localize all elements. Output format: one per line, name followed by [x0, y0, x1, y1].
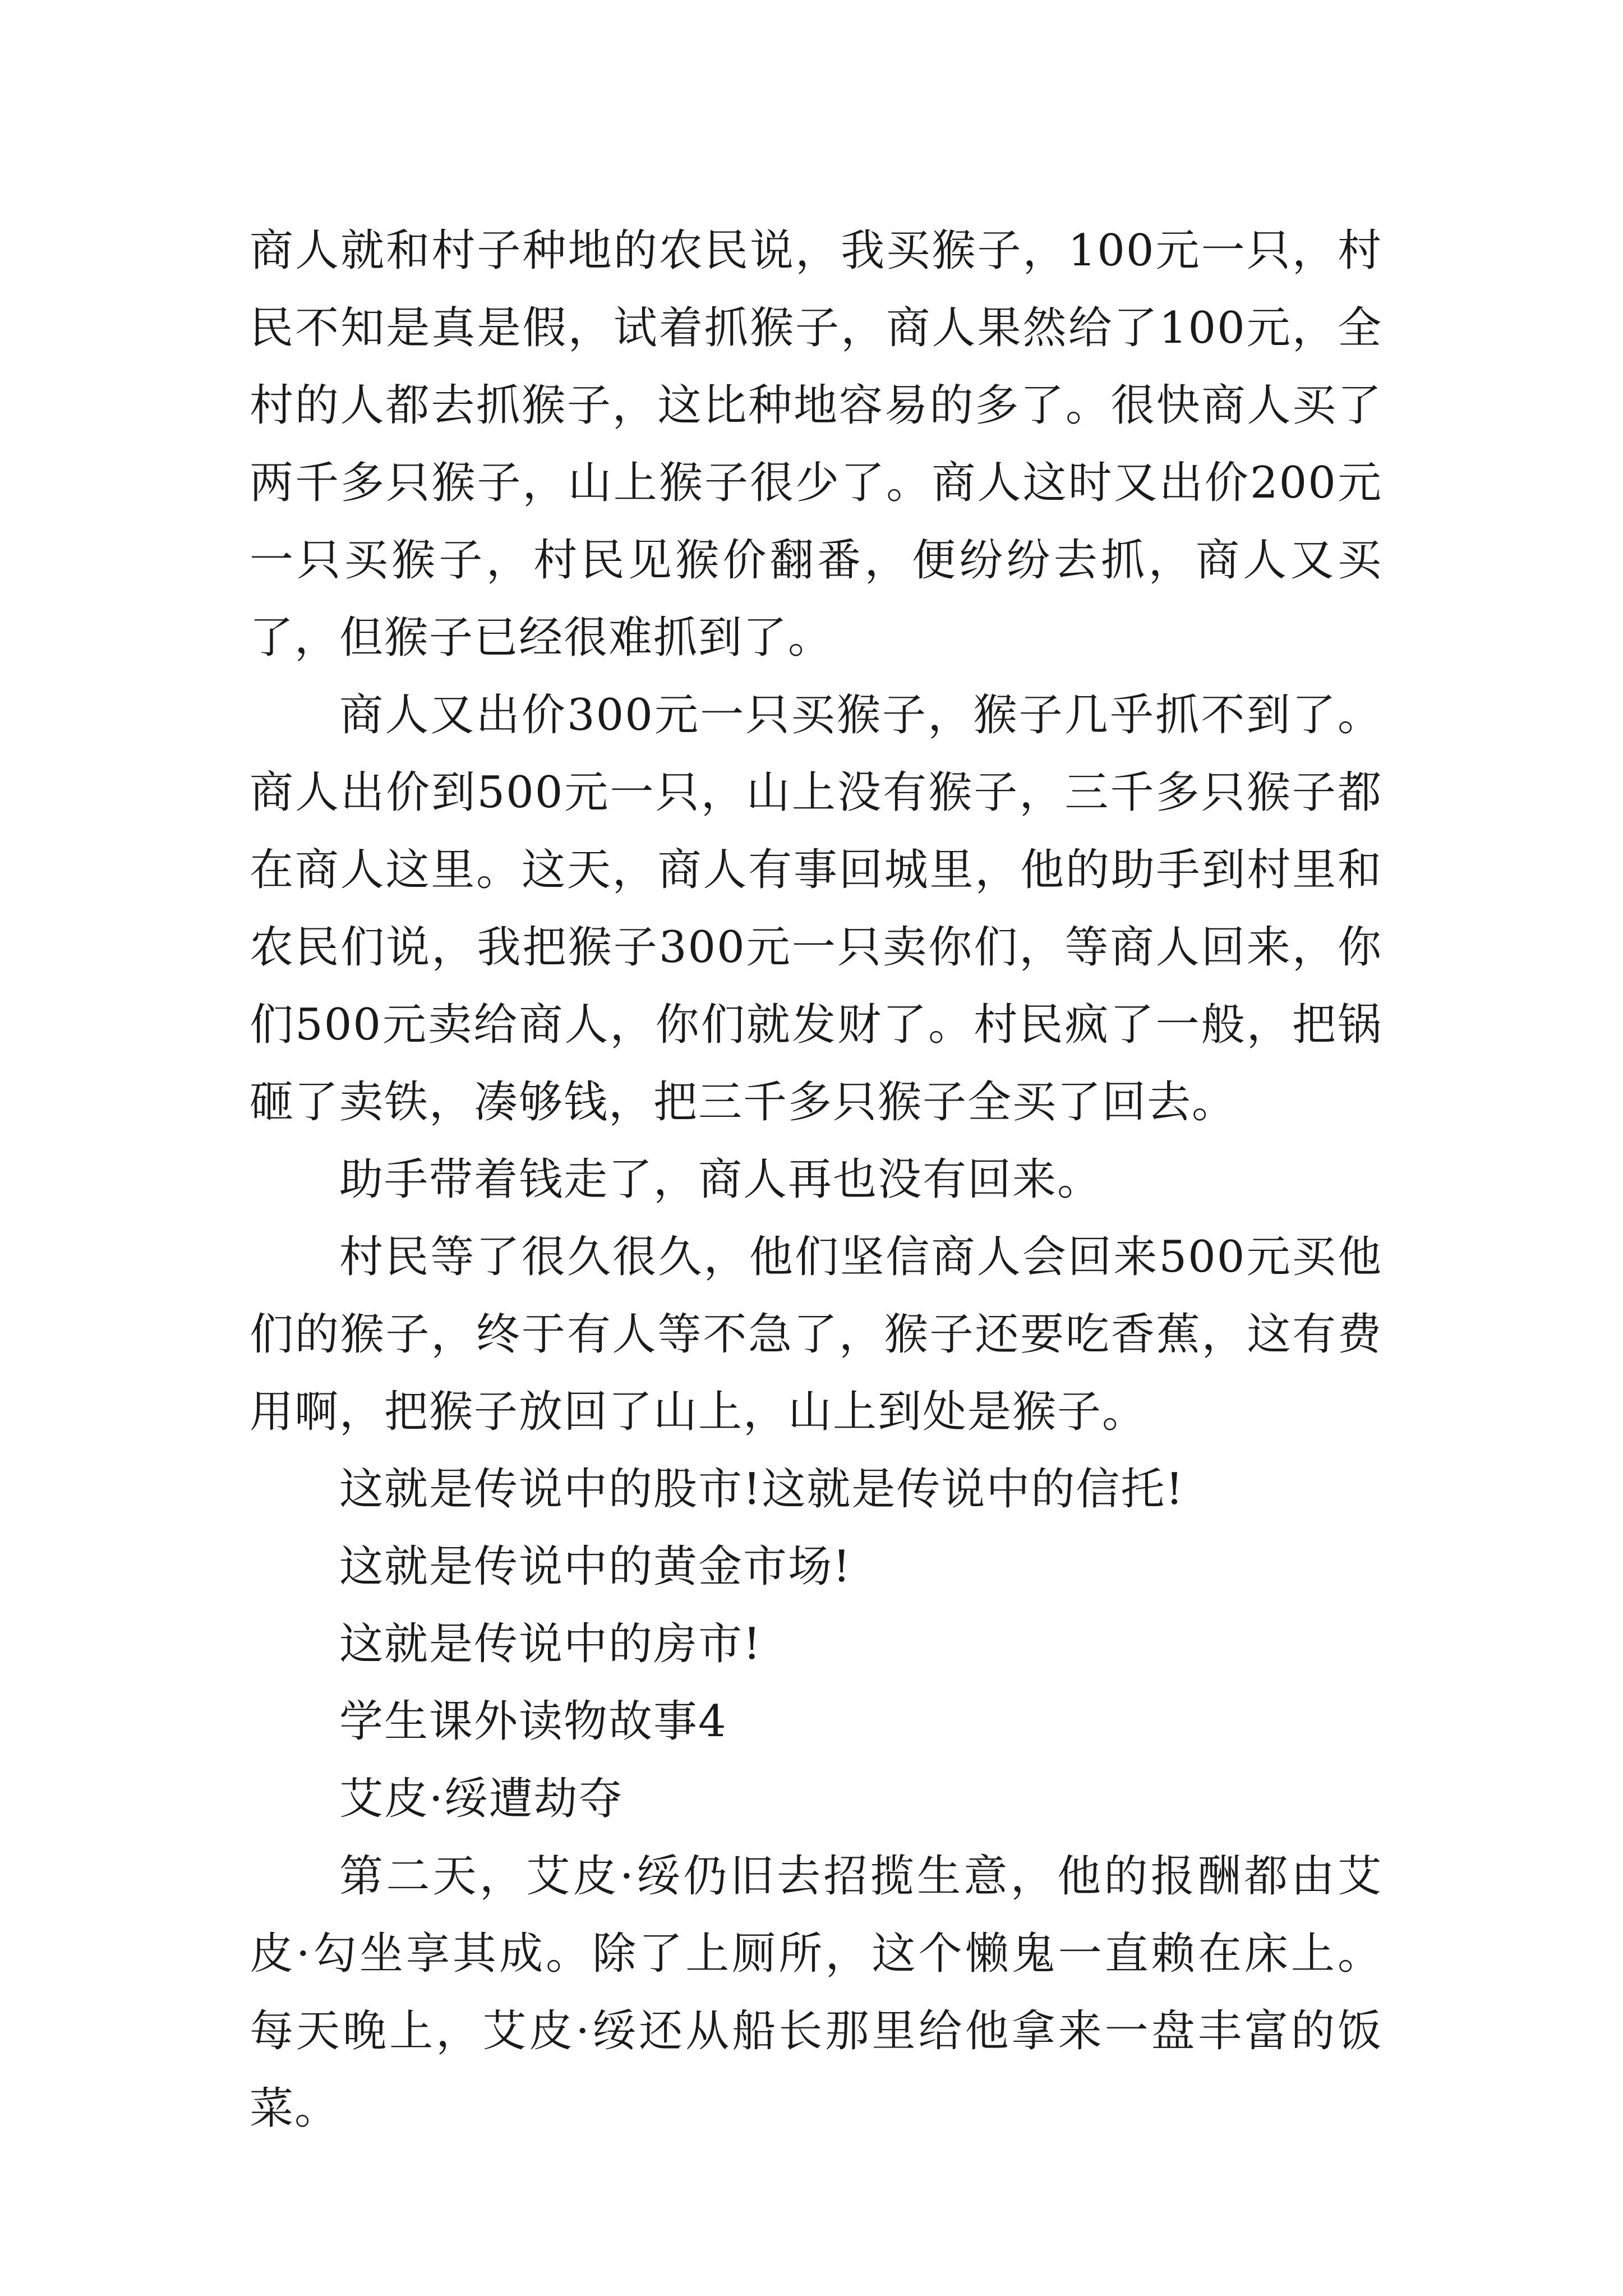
paragraph-housing-market: 这就是传说中的房市!: [339, 1619, 762, 1669]
story-heading: 学生课外读物故事4: [339, 1696, 727, 1747]
paragraph-assistant-leaves: 助手带着钱走了，商人再也没有回来。: [339, 1154, 1103, 1205]
story-subtitle: 艾皮·绥遭劫夺: [339, 1774, 624, 1824]
paragraph-stock-market: 这就是传说中的股市!这就是传说中的信托!: [339, 1464, 1184, 1515]
paragraph-monkey-purchase-intro: 商人就和村子种地的农民说，我买猴子，100元一只，村民不知是真是假，试着抓猴子，商人果然给了100元，全村的人都去抓猴子，这比种地容易的多了。很快商人买了两千多只猴子，山上猴子很少了。商人这时又出价200元一只买猴子，村民见猴价翻番，便纷纷去抓，商人又买了，但猴子已经很难抓到了。: [250, 226, 1382, 663]
paragraph-villagers-wait: 村民等了很久很久，他们坚信商人会回来500元买他们的猴子，终于有人等不急了，猴子还要吃香蕉，这有费用啊，把猴子放回了山上，山上到处是猴子。: [250, 1232, 1382, 1437]
document-body: [250, 212, 1382, 2147]
paragraph-gold-market: 这就是传说中的黄金市场!: [339, 1542, 852, 1592]
paragraph-price-rise: 商人又出价300元一只买猴子，猴子几乎抓不到了。商人出价到500元一只，山上没有猴子，三千多只猴子都在商人这里。这天，商人有事回城里，他的助手到村里和农民们说，我把猴子300元一只卖你们，等商人回来，你们500元卖给商人，你们就发财了。村民疯了一般，把锅砸了卖铁，凑够钱，把三千多只猴子全买了回去。: [250, 690, 1382, 1128]
paragraph-story-body: 第二天，艾皮·绥仍旧去招揽生意，他的报酬都由艾皮·勾坐享其成。除了上厕所，这个懒鬼一直赖在床上。每天晚上，艾皮·绥还从船长那里给他拿来一盘丰富的饭菜。: [250, 1851, 1382, 2134]
